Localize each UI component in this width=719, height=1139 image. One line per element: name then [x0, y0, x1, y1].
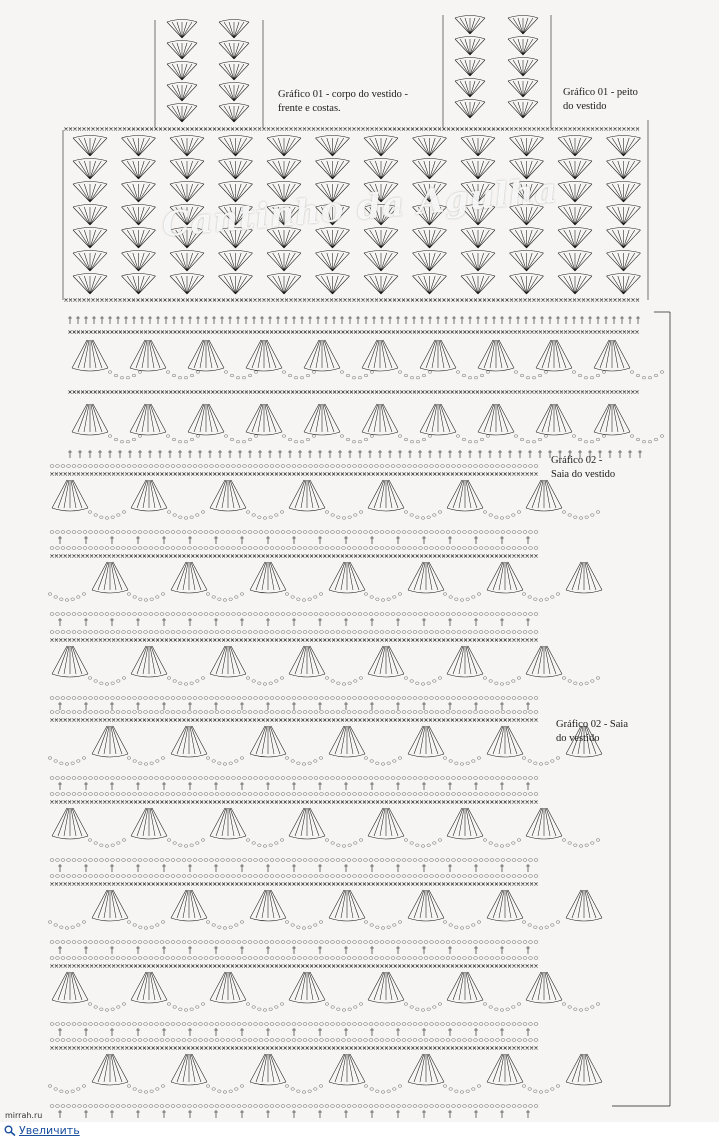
chart-02-skirt-bands: [48, 465, 602, 1118]
label-body-line2: frente e costas.: [278, 103, 341, 114]
footer-bar: [0, 1122, 719, 1139]
label-chest-line2: do vestido: [563, 101, 607, 112]
label-body-chart: [278, 88, 408, 116]
chart-01-top-left: [155, 20, 263, 129]
chart-01-chest: [443, 15, 551, 128]
label-chest-line1: Gráfico 01 - peito: [563, 87, 638, 98]
magnifier-icon: [4, 1125, 16, 1136]
chart-02-upper-bands: [68, 312, 670, 1106]
label-skirt-b-line1: Gráfico 02 - Saia: [556, 719, 629, 730]
label-skirt-b-line2: do vestido: [556, 733, 600, 744]
watermark: Cantinho da Agulha: [160, 170, 560, 246]
label-skirt-chart-b: [556, 718, 628, 746]
label-skirt-chart-a: [551, 454, 615, 482]
label-body-line1: Gráfico 01 - corpo do vestido -: [278, 89, 409, 100]
zoom-link-label: Увеличить: [19, 1124, 80, 1137]
label-skirt-a-line2: Saia do vestido: [551, 469, 616, 480]
label-chest-chart: [563, 86, 638, 114]
zoom-link[interactable]: [4, 1124, 80, 1137]
source-site: mirrah.ru: [5, 1111, 43, 1120]
label-skirt-a-line1: Gráfico 02 -: [551, 455, 603, 466]
